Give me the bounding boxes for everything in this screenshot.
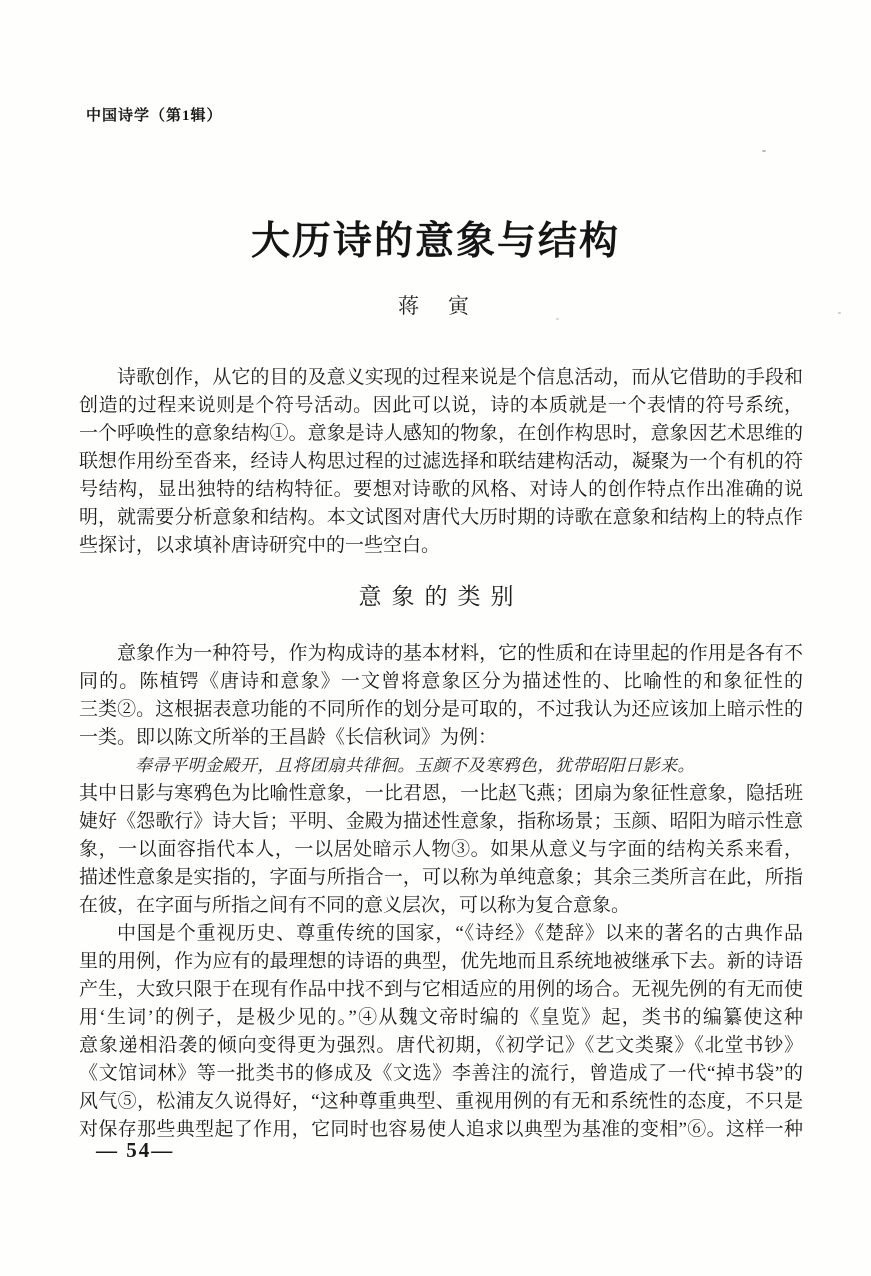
body-line: 号结构，显出独特的结构特征。要想对诗歌的风格、对诗人的创作特点作出准确的说 [79,479,803,500]
scan-speck [556,318,559,320]
body-line: 诗歌创作，从它的目的及意义实现的过程来说是个信息活动，而从它借助的手段和 [117,367,803,388]
scan-speck [762,150,766,152]
body-line: 产生，大致只限于在现有作品中找不到与它相适应的用例的场合。无视先例的有无而使 [79,979,803,1000]
collection-header: 中国诗学（第1辑） [86,108,223,124]
article-author: 蒋 寅 [398,294,473,318]
article-body [79,364,803,1144]
body-line: 《文馆词林》等一批类书的修成及《文选》李善注的流行，曾造成了一代“掉书袋”的 [79,1063,803,1084]
body-line: 风气⑤，松浦友久说得好，“这种尊重典型、重视用例的有无和系统性的态度，不只是 [79,1091,803,1112]
body-line: 三类②。这根据表意功能的不同所作的划分是可取的，不过我认为还应该加上暗示性的 [79,699,803,720]
body-line: 描述性意象是实指的，字面与所指合一，可以称为单纯意象；其余三类所言在此，所指 [79,867,803,888]
body-line: 意象作为一种符号，作为构成诗的基本材料，它的性质和在诗里起的作用是各有不 [117,643,803,664]
body-line: 对保存那些典型起了作用，它同时也容易使人追求以典型为基准的变相”⑥。这样一种 [79,1119,803,1140]
section-heading: 意象的类别 [358,584,524,609]
body-line: 明，就需要分析意象和结构。本文试图对唐代大历时期的诗歌在意象和结构上的特点作 [79,507,803,528]
body-line: 中国是个重视历史、尊重传统的国家，“《诗经》《楚辞》以来的著名的古典作品 [117,923,803,944]
body-line: 一类。即以陈文所举的王昌龄《长信秋词》为例： [79,727,498,748]
body-line: 用‘生词’的例子，是极少见的。”④从魏文帝时编的《皇览》起，类书的编纂使这种 [79,1007,803,1028]
body-line: 创造的过程来说则是个符号活动。因此可以说，诗的本质就是一个表情的符号系统， [79,395,803,416]
body-line: 里的用例，作为应有的最理想的诗语的典型，优先地而且系统地被继承下去。新的诗语 [79,951,803,972]
body-line: 一个呼唤性的意象结构①。意象是诗人感知的物象，在创作构思时，意象因艺术思维的 [79,423,803,444]
body-line: 些探讨，以求填补唐诗研究中的一些空白。 [79,535,441,556]
scan-speck [838,312,841,314]
body-line: 同的。陈植锷《唐诗和意象》一文曾将意象区分为描述性的、比喻性的和象征性的 [79,671,803,692]
verse-quote: 奉帚平明金殿开，且将团扇共徘徊。玉颜不及寒鸦色，犹带昭阳日影来。 [135,756,695,775]
body-line: 在彼，在字面与所指之间有不同的意义层次，可以称为复合意象。 [79,895,631,916]
body-line: 联想作用纷至沓来，经诗人构思过程的过滤选择和联结建构活动，凝聚为一个有机的符 [79,451,803,472]
body-line: 其中日影与寒鸦色为比喻性意象，一比君恩，一比赵飞燕；团扇为象征性意象，隐括班 [79,783,803,804]
body-line: 象，一以面容指代本人，一以居处暗示人物③。如果从意义与字面的结构关系来看， [79,839,803,860]
page-number: — 54— [96,1138,175,1162]
body-line: 意象递相沿袭的倾向变得更为强烈。唐代初期，《初学记》《艺文类聚》《北堂书钞》 [79,1035,803,1056]
body-line: 婕好《怨歌行》诗大旨；平明、金殿为描述性意象，指称场景；玉颜、昭阳为暗示性意 [79,811,803,832]
article-title: 大历诗的意象与结构 [250,220,620,263]
